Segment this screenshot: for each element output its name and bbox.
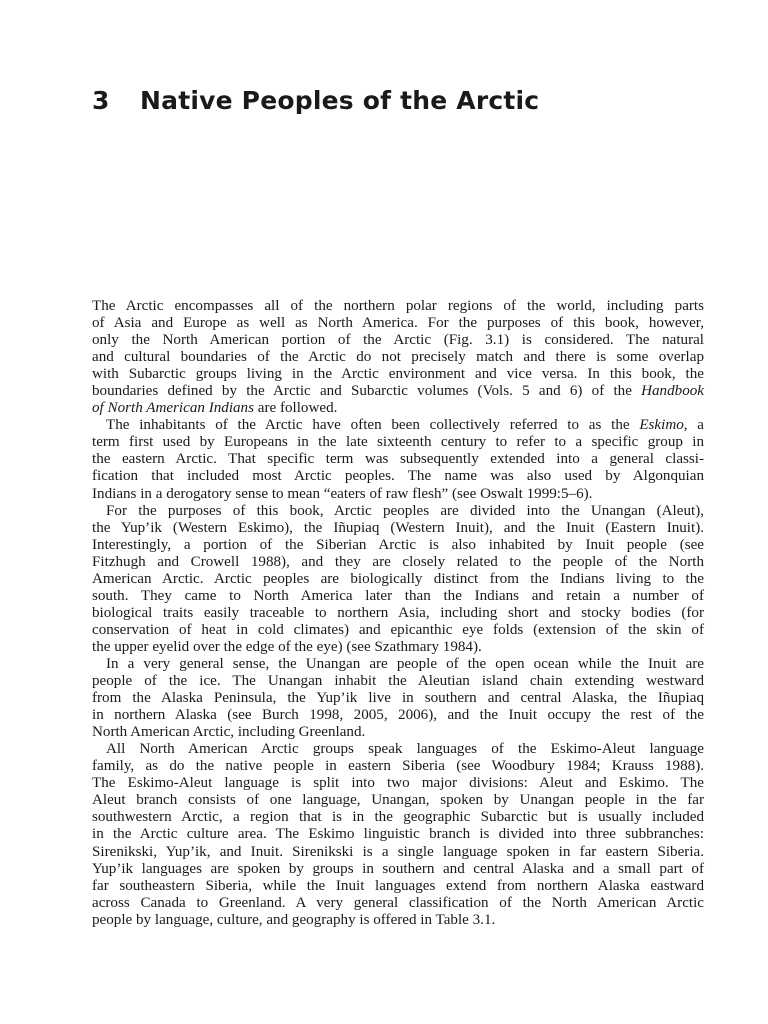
text-line (92, 741, 704, 758)
body-text (92, 298, 704, 929)
text-line (92, 622, 704, 639)
text-run: Interestingly, a portion of the Siberian Arctic is also inhabited by Inuit people (see (92, 536, 704, 553)
text-run: Indians in a derogatory sense to mean “eaters of raw flesh” (see Oswalt 1999:5–6). (92, 485, 593, 502)
text-run: from the Alaska Peninsula, the Yup’ik live in southern and central Alaska, the Iñupiaq (92, 690, 704, 707)
text-run: All North American Arctic groups speak languages of the Eskimo-Aleut language (106, 741, 704, 758)
text-run: The Arctic encompasses all of the northern polar regions of the world, including parts (92, 298, 704, 314)
text-run: The inhabitants of the Arctic have often been collectively referred to as the (106, 417, 640, 434)
text-run: Sirenikski, Yup’ik, and Inuit. Sirenikski is a single language spoken in far eastern Siberia. (92, 843, 704, 860)
text-run: Fitzhugh and Crowell 1988), and they are closely related to the people of the North (92, 553, 704, 570)
text-run: and cultural boundaries of the Arctic do not precisely match and there is some overlap (92, 349, 704, 366)
text-line (92, 707, 704, 724)
text-line (92, 826, 704, 843)
text-run: are followed. (253, 400, 338, 417)
italic-text: of North American Indians (92, 400, 254, 417)
text-run: boundaries defined by the Arctic and Subarctic volumes (Vols. 5 and 6) of the (92, 383, 642, 400)
text-line (92, 315, 704, 332)
text-line (92, 554, 704, 571)
text-run: the Yup’ik (Western Eskimo), the Iñupiaq (Western Inuit), and the Inuit (Eastern Inuit). (92, 519, 704, 536)
text-line (92, 486, 704, 503)
text-run: fication that included most Arctic peoples. The name was also used by Algonquian (92, 468, 704, 485)
text-line (92, 656, 704, 673)
text-line (92, 895, 704, 912)
text-line (92, 639, 704, 656)
paragraph (92, 741, 704, 929)
text-line (92, 861, 704, 878)
paragraph (92, 503, 704, 656)
paragraph (92, 656, 704, 741)
text-run: Yup’ik languages are spoken by groups in southern and central Alaska and a small part of (92, 860, 704, 877)
text-line (92, 349, 704, 366)
text-run: American Arctic. Arctic peoples are biologically distinct from the Indians living to the (92, 570, 704, 587)
text-run: , a (683, 417, 704, 434)
text-line (92, 912, 704, 929)
chapter-number: 3 (92, 86, 110, 115)
text-run: the upper eyelid over the edge of the eye) (see Szathmary 1984). (92, 638, 482, 655)
text-run: people of the ice. The Unangan inhabit the Aleutian island chain extending westward (92, 673, 704, 690)
text-line (92, 383, 704, 400)
text-line (92, 844, 704, 861)
text-run: The Eskimo-Aleut language is split into two major divisions: Aleut and Eskimo. The (92, 775, 704, 792)
text-run: North American Arctic, including Greenland. (92, 724, 366, 741)
text-run: far southeastern Siberia, while the Inuit languages extend from northern Alaska eastward (92, 877, 704, 894)
text-line (92, 724, 704, 741)
italic-text: Eskimo (639, 417, 684, 434)
text-run: In a very general sense, the Unangan are people of the open ocean while the Inuit are (106, 655, 704, 672)
chapter-heading (92, 84, 539, 118)
paragraph (92, 417, 704, 502)
text-run: family, as do the native people in eastern Siberia (see Woodbury 1984; Krauss 1988). (92, 758, 704, 775)
text-line (92, 468, 704, 485)
text-line (92, 605, 704, 622)
text-run: with Subarctic groups living in the Arctic environment and vice versa. In this book, the (92, 366, 704, 383)
text-line (92, 537, 704, 554)
text-line (92, 588, 704, 605)
text-line (92, 520, 704, 537)
text-run: only the North American portion of the Arctic (Fig. 3.1) is considered. The natural (92, 332, 704, 349)
text-run: across Canada to Greenland. A very general classification of the North American Arctic (92, 894, 704, 911)
text-line (92, 332, 704, 349)
text-line (92, 366, 704, 383)
text-line (92, 775, 704, 792)
text-line (92, 792, 704, 809)
text-run: conservation of heat in cold climates) and epicanthic eye folds (extension of the skin of (92, 621, 704, 638)
text-line (92, 298, 704, 315)
text-line (92, 417, 704, 434)
text-line (92, 571, 704, 588)
paragraph (92, 298, 704, 417)
chapter-title: Native Peoples of the Arctic (140, 86, 540, 115)
text-line (92, 503, 704, 520)
text-run: the eastern Arctic. That specific term was subsequently extended into a general classi- (92, 451, 704, 468)
text-run: in northern Alaska (see Burch 1998, 2005, 2006), and the Inuit occupy the rest of the (92, 707, 704, 724)
italic-text: Handbook (641, 383, 704, 400)
text-line (92, 673, 704, 690)
text-run: of Asia and Europe as well as North America. For the purposes of this book, however, (92, 315, 704, 332)
text-run: biological traits easily traceable to northern Asia, including short and stocky bodies (for (92, 604, 704, 621)
text-line (92, 690, 704, 707)
text-line (92, 878, 704, 895)
text-run: people by language, culture, and geography is offered in Table 3.1. (92, 911, 496, 928)
text-run: term first used by Europeans in the late sixteenth century to refer to a specific group in (92, 434, 704, 451)
text-line (92, 434, 704, 451)
text-run: south. They came to North America later than the Indians and retain a number of (92, 587, 704, 604)
text-run: in the Arctic culture area. The Eskimo linguistic branch is divided into three subbranches: (92, 826, 704, 843)
text-line (92, 758, 704, 775)
text-run: Aleut branch consists of one language, Unangan, spoken by Unangan people in the far (92, 792, 704, 809)
text-run: For the purposes of this book, Arctic peoples are divided into the Unangan (Aleut), (106, 502, 704, 519)
text-line (92, 451, 704, 468)
text-line (92, 809, 704, 826)
text-line (92, 400, 704, 417)
text-run: southwestern Arctic, a region that is in the geographic Subarctic but is usually included (92, 809, 704, 826)
